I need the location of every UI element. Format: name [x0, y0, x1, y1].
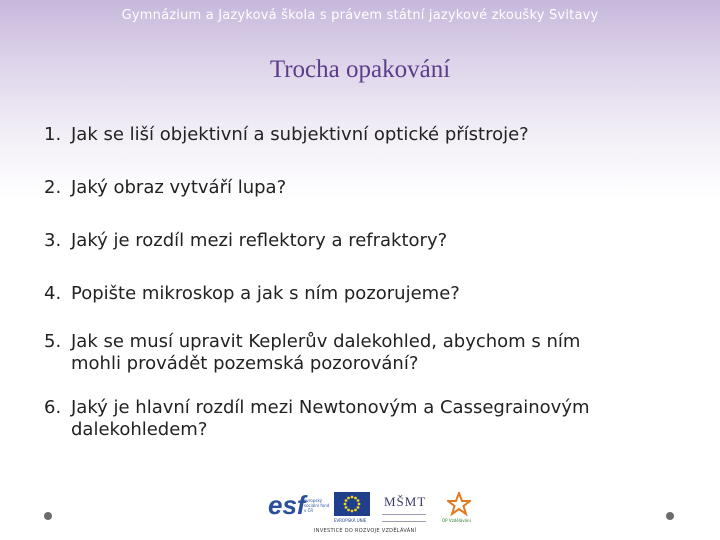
op-logo — [442, 492, 476, 526]
list-item — [44, 283, 684, 305]
msmt-logo-text: MŠMT — [384, 494, 427, 509]
funding-logos — [268, 490, 478, 536]
bullet-dot-right — [666, 512, 674, 520]
list-item — [44, 397, 684, 441]
bullet-dot-left — [44, 512, 52, 520]
list-item — [44, 124, 684, 146]
esf-logo-text: esf — [268, 490, 306, 520]
op-star-icon — [447, 492, 471, 516]
msmt-logo — [378, 490, 428, 526]
school-header: Gymnázium a Jazyková škola s právem státní jazykové zkoušky Svitavy — [121, 8, 599, 23]
item-number: 5. — [44, 331, 62, 352]
item-text: Jaký je rozdíl mezi reflektory a refraktory? — [71, 230, 448, 251]
footer-tagline: INVESTICE DO ROZVOJE VZDĚLÁVÁNÍ — [314, 528, 417, 534]
list-item — [44, 230, 684, 252]
eu-flag-logo — [334, 492, 370, 526]
item-number: 6. — [44, 397, 62, 418]
item-text: Popište mikroskop a jak s ním pozorujeme? — [71, 283, 460, 304]
list-item — [44, 331, 631, 375]
item-text: Jaký je hlavní rozdíl mezi Newtonovým a Cassegrainovým dalekohledem? — [71, 397, 590, 440]
list-item — [44, 177, 684, 199]
item-text: Jaký obraz vytváří lupa? — [71, 177, 287, 198]
item-number: 4. — [44, 283, 62, 304]
esf-logo-subtext: evropský sociální fond v ČR — [304, 498, 330, 513]
eu-flag-icon — [334, 492, 370, 516]
item-number: 3. — [44, 230, 62, 251]
item-text: Jak se liší objektivní a subjektivní optické přístroje? — [71, 124, 529, 145]
item-number: 2. — [44, 177, 62, 198]
eu-logo-subtext: EVROPSKÁ UNIE — [334, 518, 367, 523]
question-list — [44, 124, 684, 441]
op-logo-subtext: OP Vzdělávání — [442, 518, 471, 523]
item-number: 1. — [44, 124, 62, 145]
item-text: Jak se musí upravit Keplerův dalekohled, abychom s ním mohli provádět pozemská pozorování? — [71, 331, 581, 374]
slide-title: Trocha opakování — [269, 56, 451, 83]
esf-logo — [268, 492, 330, 526]
msmt-logo-lines — [382, 514, 426, 522]
